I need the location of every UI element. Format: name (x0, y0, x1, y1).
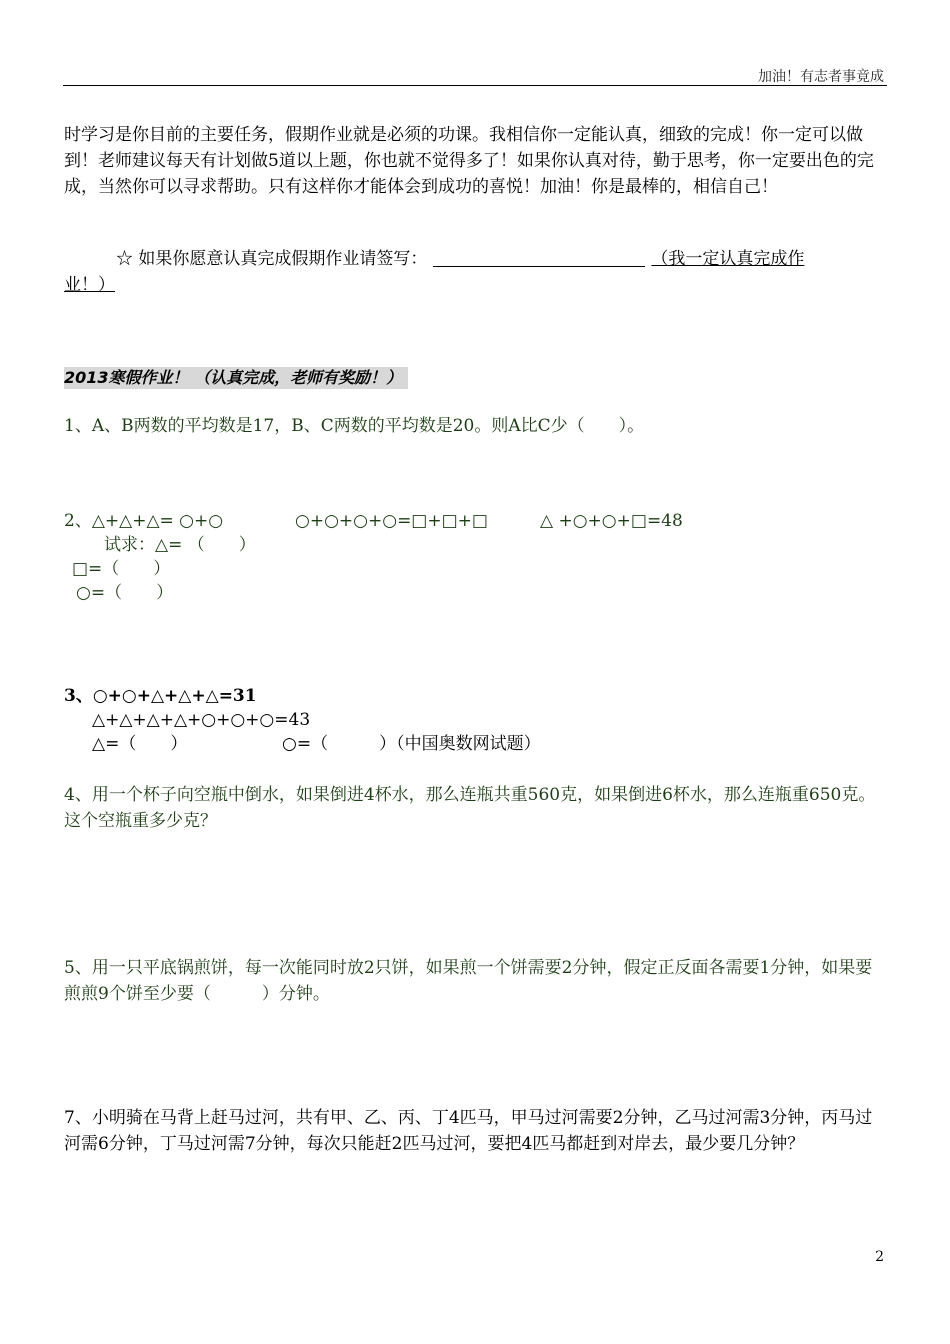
question-2-ask-triangle: 试求：△= （ ） (104, 535, 256, 555)
question-2-line1a: 2、△+△+△= ○+○ (64, 511, 224, 531)
header-rule (63, 85, 887, 86)
sign-suffix-1: （我一定认真完成作 (651, 249, 805, 269)
question-3-line2: △+△+△+△+○+○+○=43 (92, 710, 311, 730)
question-2-line1c: △ +○+○+□=48 (540, 511, 683, 531)
page-number: 2 (875, 1249, 884, 1265)
question-2-ask-square: □=（ ） (72, 559, 171, 579)
question-3-line3a: △=（ ） (92, 734, 188, 754)
homework-title: 2013寒假作业！ （认真完成，老师有奖励！） (64, 367, 408, 389)
header-motto: 加油！有志者事竟成 (758, 69, 884, 85)
sign-prefix: ☆ 如果你愿意认真完成假期作业请签写： (116, 249, 428, 269)
sign-suffix-2: 业！） (64, 275, 115, 295)
intro-paragraph: 时学习是你目前的主要任务，假期作业就是必须的功课。我相信你一定能认真，细致的完成！你一定可以做到！老师建议每天有计划做5道以上题，你也就不觉得多了！如果你认真对待，勤于思考，你一定要出色的完成，当然你可以寻求帮助。只有这样你才能体会到成功的喜悦！加油！你是最棒的，相信自己！ (64, 125, 874, 197)
signature-line[interactable] (433, 248, 645, 267)
sign-section (64, 246, 888, 298)
question-4: 4、用一个杯子向空瓶中倒水，如果倒进4杯水，那么连瓶共重560克，如果倒进6杯水，那么连瓶重650克。这个空瓶重多少克？ (64, 785, 876, 831)
question-2-line1b: ○+○+○+○=□+□+□ (295, 511, 488, 531)
question-5: 5、用一只平底锅煎饼，每一次能同时放2只饼，如果煎一个饼需要2分钟，假定正反面各需要1分钟，如果要煎煎9个饼至少要（ ）分钟。 (64, 958, 873, 1004)
question-3-line1: 3、○+○+△+△+△=31 (64, 686, 257, 706)
question-1: 1、A、B两数的平均数是17，B、C两数的平均数是20。则A比C少（ ）。 (64, 416, 645, 436)
question-2-ask-circle: ○=（ ） (76, 583, 174, 603)
question-7: 7、小明骑在马背上赶马过河，共有甲、乙、丙、丁4匹马，甲马过河需要2分钟，乙马过河需3分钟，丙马过河需6分钟，丁马过河需7分钟，每次只能赶2匹马过河，要把4匹马都赶到对岸去，最少要几分钟？ (64, 1108, 873, 1154)
question-3-line3b: ○=（ ）（中国奥数网试题） (282, 734, 541, 754)
